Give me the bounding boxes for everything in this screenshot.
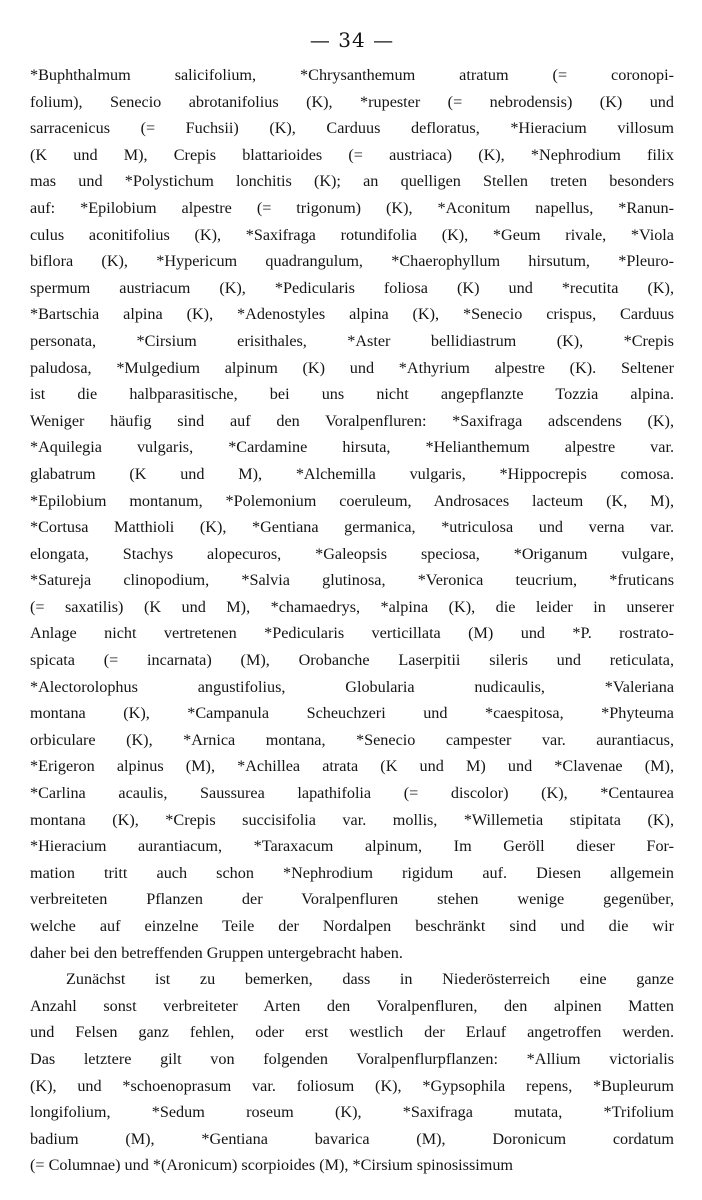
text-line: und Felsen ganz fehlen, oder erst westlich der Erlauf angetroffen werden.	[30, 1023, 674, 1042]
text-line: longifolium, *Sedum roseum (K), *Saxifraga mutata, *Trifolium	[30, 1103, 674, 1122]
text-line: personata, *Cirsium erisithales, *Aster bellidiastrum (K), *Crepis	[30, 331, 674, 350]
text-line: folium), Senecio abrotanifolius (K), *rupester (= nebrodensis) (K) und	[30, 92, 674, 111]
text-line: orbiculare (K), *Arnica montana, *Senecio campester var. aurantiacus,	[30, 730, 674, 749]
text-line: Weniger häufig sind auf den Voralpenfluren: *Saxifraga adscendens (K),	[30, 411, 674, 430]
paragraph	[30, 62, 674, 966]
text-line: *Alectorolophus angustifolius, Globularia nudicaulis, *Valeriana	[30, 677, 674, 696]
text-line: paludosa, *Mulgedium alpinum (K) und *Athyrium alpestre (K). Seltener	[30, 358, 674, 377]
text-line: auf: *Epilobium alpestre (= trigonum) (K), *Aconitum napellus, *Ranun-	[30, 198, 674, 217]
text-line: *Hieracium aurantiacum, *Taraxacum alpinum, Im Geröll dieser For-	[30, 837, 674, 856]
text-line: mas und *Polystichum lonchitis (K); an quelligen Stellen treten besonders	[30, 172, 674, 191]
text-line: spermum austriacum (K), *Pedicularis foliosa (K) und *recutita (K),	[30, 278, 674, 297]
text-line: *Aquilegia vulgaris, *Cardamine hirsuta, *Helianthemum alpestre var.	[30, 438, 674, 457]
text-line: Anzahl sonst verbreiteter Arten den Voralpenfluren, den alpinen Matten	[30, 996, 674, 1015]
text-line: (= saxatilis) (K und M), *chamaedrys, *alpina (K), die leider in unserer	[30, 597, 674, 616]
text-line: (K und M), Crepis blattarioides (= austriaca) (K), *Nephrodium filix	[30, 145, 674, 164]
text-line: Zunächst ist zu bemerken, dass in Niederösterreich eine ganze	[66, 970, 674, 989]
text-line: welche auf einzelne Teile der Nordalpen beschränkt sind und die wir	[30, 917, 674, 935]
paragraph	[30, 966, 674, 1179]
text-line: elongata, Stachys alopecuros, *Galeopsis speciosa, *Origanum vulgare,	[30, 544, 674, 563]
text-line: culus aconitifolius (K), *Saxifraga rotundifolia (K), *Geum rivale, *Viola	[30, 225, 674, 244]
text-line: *Buphthalmum salicifolium, *Chrysanthemum atratum (= coronopi-	[30, 66, 674, 84]
body-text	[30, 62, 674, 1179]
text-line: badium (M), *Gentiana bavarica (M), Doronicum cordatum	[30, 1129, 674, 1148]
text-line: *Bartschia alpina (K), *Adenostyles alpina (K), *Senecio crispus, Carduus	[30, 305, 674, 324]
text-line: montana (K), *Campanula Scheuchzeri und *caespitosa, *Phyteuma	[30, 704, 674, 723]
text-line: verbreiteten Pflanzen der Voralpenfluren stehen wenige gegenüber,	[30, 890, 674, 909]
text-line: ist die halbparasitische, bei uns nicht angepflanzte Tozzia alpina.	[30, 385, 674, 404]
text-line: mation tritt auch schon *Nephrodium rigidum auf. Diesen allgemein	[30, 863, 674, 882]
text-line: sarracenicus (= Fuchsii) (K), Carduus defloratus, *Hieracium villosum	[30, 119, 674, 138]
text-line: *Erigeron alpinus (M), *Achillea atrata (K und M) und *Clavenae (M),	[30, 757, 674, 776]
page-number: — 34 —	[309, 28, 395, 52]
text-line: daher bei den betreffenden Gruppen untergebracht haben.	[30, 943, 403, 962]
text-line: glabatrum (K und M), *Alchemilla vulgaris, *Hippocrepis comosa.	[30, 464, 674, 483]
text-line: *Epilobium montanum, *Polemonium coeruleum, Androsaces lacteum (K, M),	[30, 491, 674, 510]
text-line: (K), und *schoenoprasum var. foliosum (K), *Gypsophila repens, *Bupleurum	[30, 1076, 674, 1095]
text-line: *Satureja clinopodium, *Salvia glutinosa, *Veronica teucrium, *fruticans	[30, 571, 674, 590]
text-line: *Cortusa Matthioli (K), *Gentiana germanica, *utriculosa und verna var.	[30, 518, 674, 537]
text-line: *Carlina acaulis, Saussurea lapathifolia (= discolor) (K), *Centaurea	[30, 784, 674, 803]
text-line: Das letztere gilt von folgenden Voralpenflurpflanzen: *Allium victorialis	[30, 1049, 674, 1068]
text-line: spicata (= incarnata) (M), Orobanche Laserpitii sileris und reticulata,	[30, 651, 674, 670]
text-line: biflora (K), *Hypericum quadrangulum, *Chaerophyllum hirsutum, *Pleuro-	[30, 252, 674, 271]
text-line: montana (K), *Crepis succisifolia var. mollis, *Willemetia stipitata (K),	[30, 810, 674, 829]
text-line: (= Columnae) und *(Aronicum) scorpioides (M), *Cirsium spinosissimum	[30, 1156, 514, 1175]
text-line: Anlage nicht vertretenen *Pedicularis verticillata (M) und *P. rostrato-	[30, 624, 674, 643]
